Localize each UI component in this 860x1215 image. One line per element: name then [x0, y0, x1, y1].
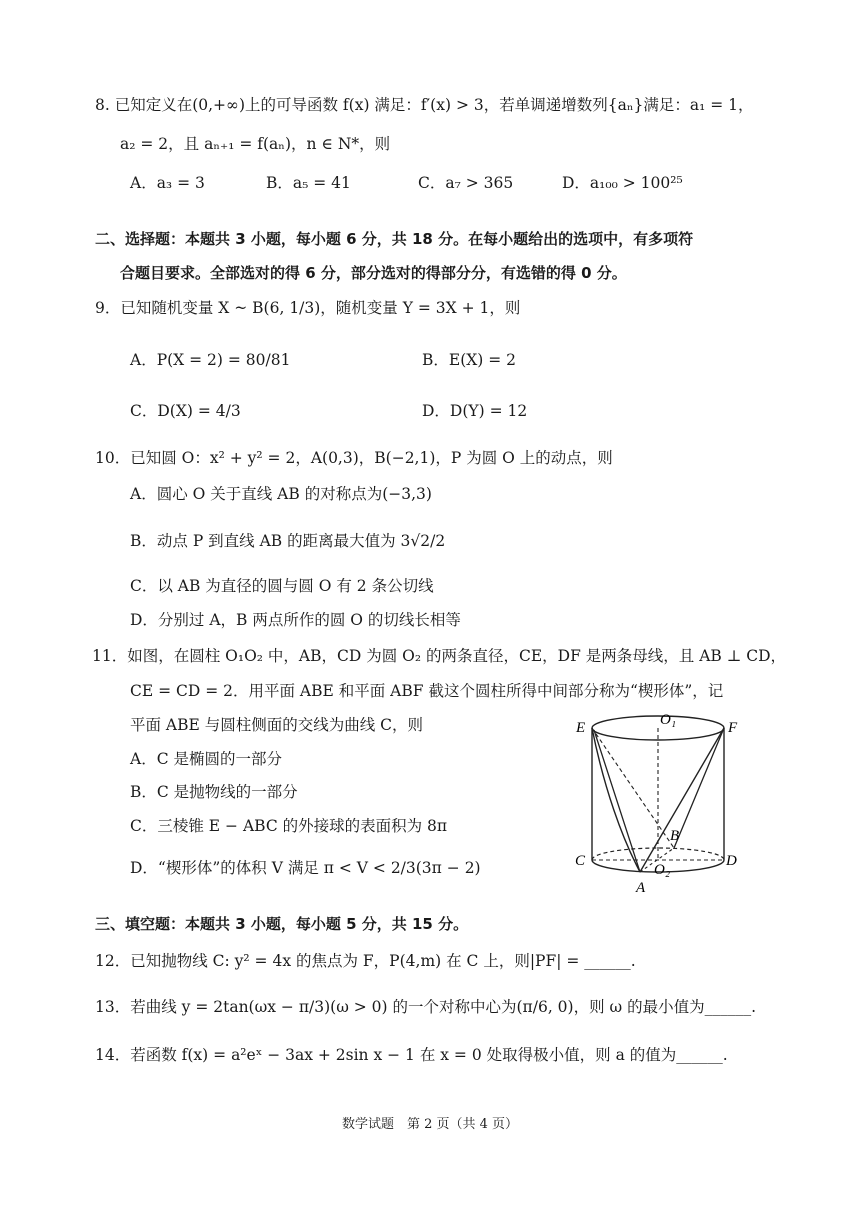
q9-option-b: B．E(X) = 2 — [422, 351, 517, 369]
label-f: F — [728, 720, 738, 736]
q9-option-d: D．D(Y) = 12 — [422, 402, 528, 420]
q11-option-c: C．三棱锥 E − ABC 的外接球的表面积为 8π — [130, 817, 448, 835]
q8-option-b: B．a₅ = 41 — [266, 174, 351, 192]
label-c: C — [575, 853, 586, 869]
label-o1: O₁ — [660, 712, 677, 728]
q9-option-a: A．P(X = 2) = 80/81 — [130, 351, 291, 369]
q11-option-d: D．“楔形体”的体积 V 满足 π < V < 2/3(3π − 2) — [130, 859, 481, 877]
q10-stem: 10．已知圆 O：x² + y² = 2，A(0,3)，B(−2,1)，P 为圆 O 上的动点，则 — [95, 449, 613, 467]
q11-option-b: B．C 是抛物线的一部分 — [130, 783, 298, 801]
section2-heading: 二、选择题：本题共 3 小题，每小题 6 分，共 18 分。在每小题给出的选项中，有多项符 — [95, 230, 694, 248]
q8-line1: 8. 已知定义在(0,+∞)上的可导函数 f(x) 满足：f′(x) > 3，若单调递增数列{aₙ}满足：a₁ = 1， — [95, 96, 754, 114]
q9-option-c: C．D(X) = 4/3 — [130, 402, 241, 420]
q13: 13．若曲线 y = 2tan(ωx − π/3)(ω > 0) 的一个对称中心为(π/6, 0)，则 ω 的最小值为______. — [95, 998, 757, 1016]
q10-option-b: B．动点 P 到直线 AB 的距离最大值为 3√2/2 — [130, 532, 446, 550]
q11-line1: 11．如图，在圆柱 O₁O₂ 中，AB，CD 为圆 O₂ 的两条直径，CE，DF 是两条母线，且 AB ⊥ CD， — [92, 647, 787, 665]
q8-option-d: D．a₁₀₀ > 100²⁵ — [562, 174, 683, 192]
section2-instructions: 合题目要求。全部选对的得 6 分，部分选对的得部分分，有选错的得 0 分。 — [120, 264, 627, 282]
q11-line2: CE = CD = 2．用平面 ABE 和平面 ABF 截这个圆柱所得中间部分称为“楔形体”，记 — [130, 682, 724, 700]
label-e: E — [576, 720, 586, 736]
label-a: A — [636, 880, 646, 896]
q10-option-d: D．分别过 A，B 两点所作的圆 O 的切线长相等 — [130, 611, 461, 629]
cylinder-figure — [570, 708, 750, 900]
q10-option-a: A．圆心 O 关于直线 AB 的对称点为(−3,3) — [130, 485, 432, 503]
q14: 14．若函数 f(x) = a²eˣ − 3ax + 2sin x − 1 在 x = 0 处取得极小值，则 a 的值为______. — [95, 1046, 728, 1064]
q11-option-a: A．C 是椭圆的一部分 — [130, 750, 282, 768]
q8-line2: a₂ = 2，且 aₙ₊₁ = f(aₙ)，n ∈ N*，则 — [120, 135, 391, 153]
q11-line3: 平面 ABE 与圆柱侧面的交线为曲线 C，则 — [130, 716, 424, 734]
page-footer: 数学试题 第 2 页（共 4 页） — [341, 1117, 519, 1132]
q10-option-c: C．以 AB 为直径的圆与圆 O 有 2 条公切线 — [130, 577, 434, 595]
label-b: B — [670, 828, 680, 844]
label-d: D — [726, 853, 737, 869]
q8-option-a: A．a₃ = 3 — [130, 174, 205, 192]
q9-stem: 9．已知随机变量 X ~ B(6, 1/3)，随机变量 Y = 3X + 1，则 — [95, 299, 521, 317]
section3-heading: 三、填空题：本题共 3 小题，每小题 5 分，共 15 分。 — [95, 915, 469, 933]
q12: 12．已知抛物线 C: y² = 4x 的焦点为 F，P(4,m) 在 C 上，则|PF| = ______. — [95, 952, 636, 970]
q8-option-c: C．a₇ > 365 — [418, 174, 514, 192]
label-o2: O₂ — [654, 862, 671, 878]
